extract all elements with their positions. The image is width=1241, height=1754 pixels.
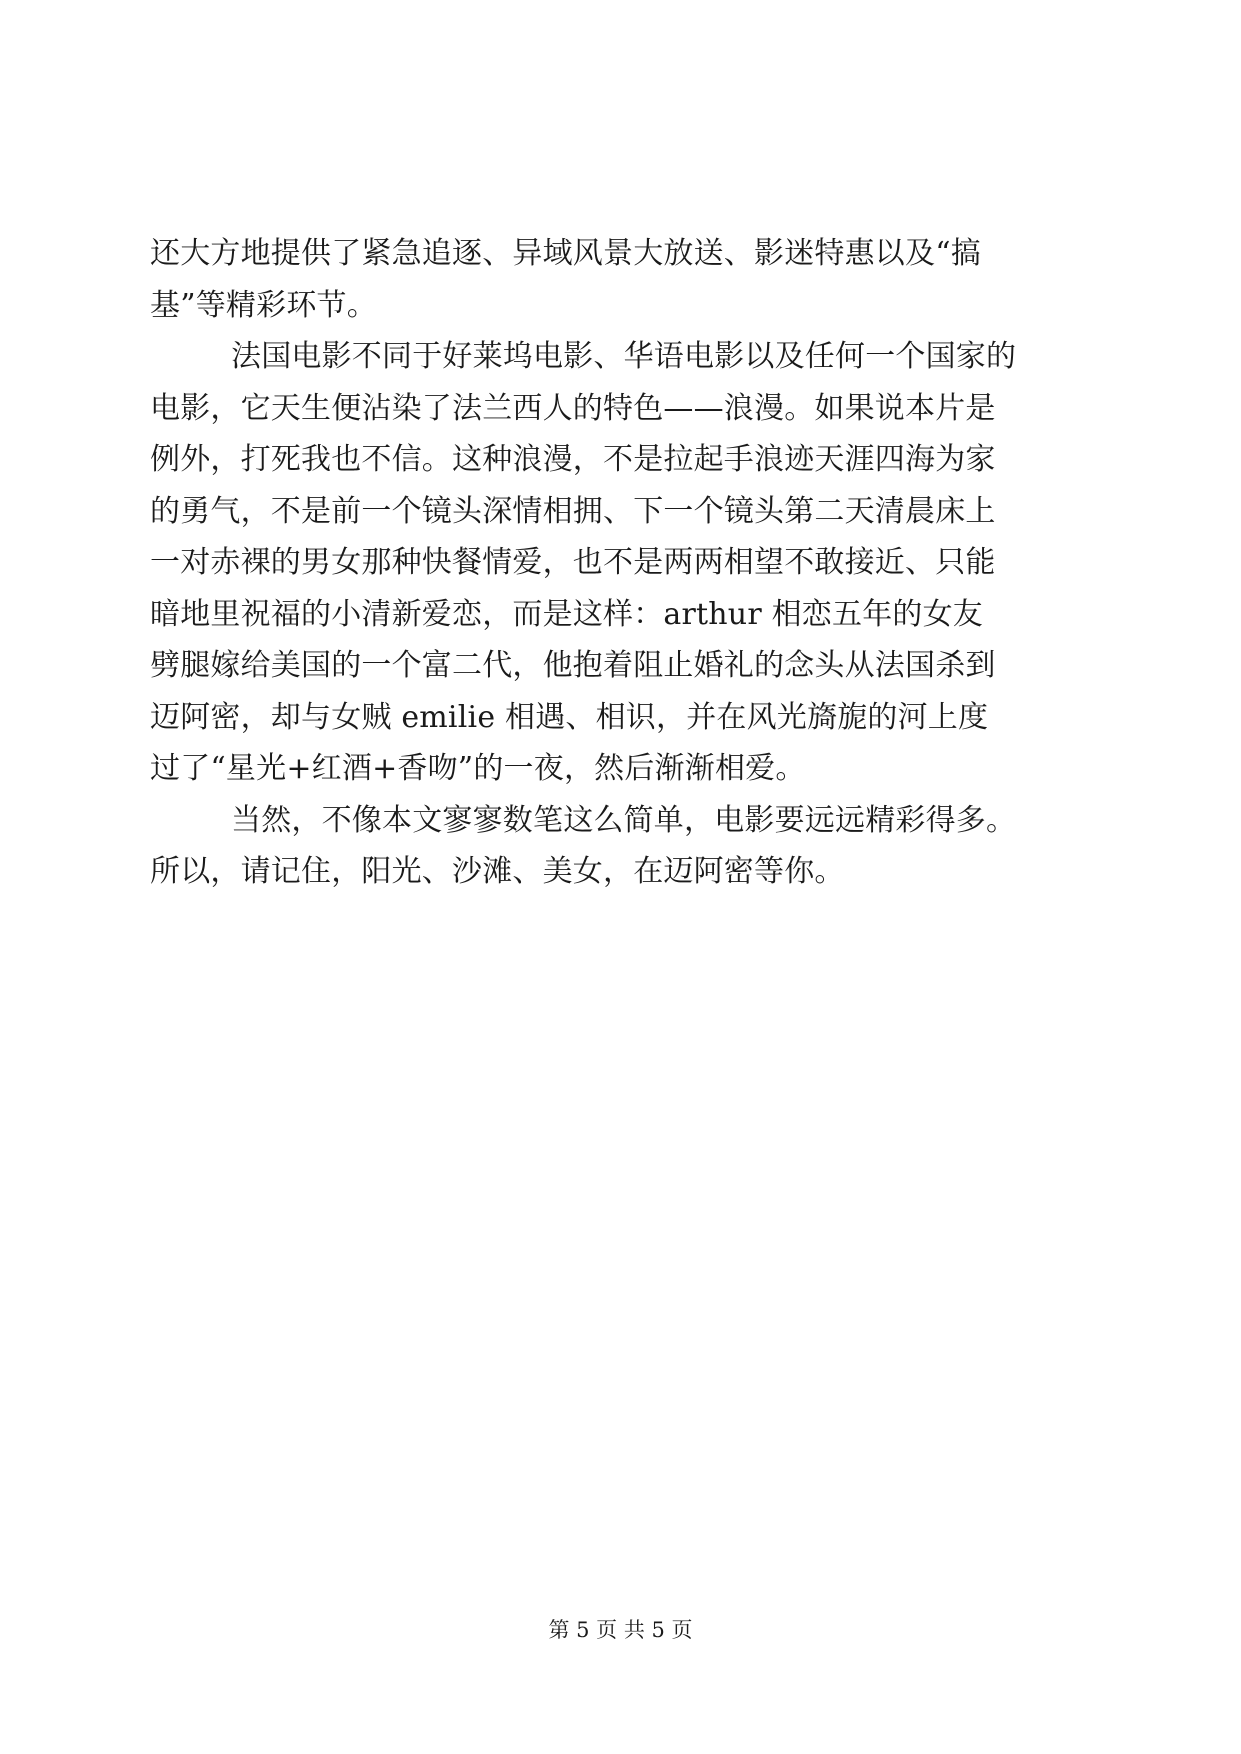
text-line: 过了“星光+红酒+香吻”的一夜，然后渐渐相爱。 (150, 751, 806, 786)
body-text (150, 228, 1090, 898)
text-line: 法国电影不同于好莱坞电影、华语电影以及任何一个国家的 (231, 339, 1017, 374)
text-line: 当然，不像本文寥寥数笔这么简单，电影要远远精彩得多。 (231, 802, 1017, 838)
page-footer (0, 1615, 1241, 1645)
paragraph (150, 331, 1090, 795)
text-line: 例外，打死我也不信。这种浪漫，不是拉起手浪迹天涯四海为家 (150, 442, 996, 477)
page-number-indicator: 第 5 页 共 5 页 (548, 1618, 693, 1642)
text-line: 电影，它天生便沾染了法兰西人的特色——浪漫。如果说本片是 (150, 390, 996, 426)
text-line: 基”等精彩环节。 (150, 287, 377, 323)
text-line: 还大方地提供了紧急追逐、异域风景大放送、影迷特惠以及“搞 (150, 236, 981, 271)
text-line: 劈腿嫁给美国的一个富二代，他抱着阻止婚礼的念头从法国杀到 (150, 648, 996, 683)
text-line: 一对赤裸的男女那种快餐情爱，也不是两两相望不敢接近、只能 (150, 545, 996, 580)
paragraph (150, 795, 1090, 898)
text-line: 的勇气，不是前一个镜头深情相拥、下一个镜头第二天清晨床上 (150, 493, 996, 529)
text-line: 所以，请记住，阳光、沙滩、美女，在迈阿密等你。 (150, 854, 845, 889)
text-line: 迈阿密，却与女贼 emilie 相遇、相识，并在风光旖旎的河上度 (150, 699, 989, 735)
paragraph (150, 228, 1090, 331)
text-line: 暗地里祝福的小清新爱恋，而是这样：arthur 相恋五年的女友 (150, 596, 984, 632)
